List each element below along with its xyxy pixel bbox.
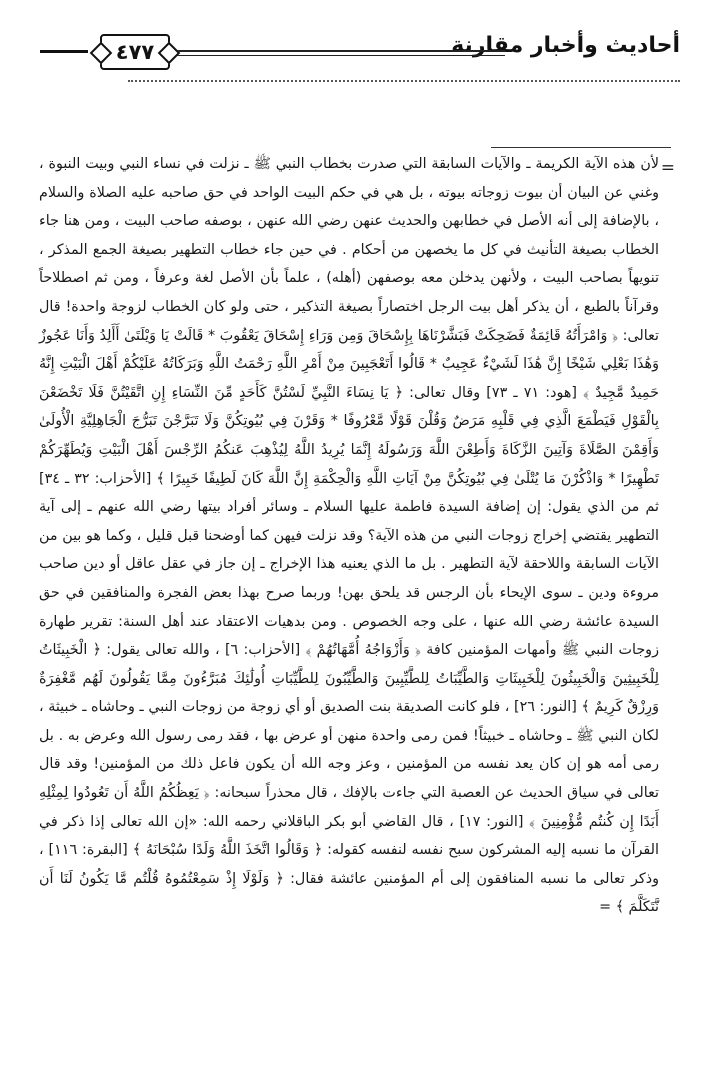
- header-rule-tail: [40, 50, 88, 53]
- page-number: ٤٧٧: [100, 34, 170, 70]
- continuation-mark: =: [660, 158, 675, 178]
- page-header: [40, 24, 680, 78]
- footnote-body: [39, 150, 659, 1030]
- dotted-divider: [128, 80, 680, 82]
- header-rule: [168, 50, 505, 52]
- footnote-paragraph: لأن هذه الآية الكريمة ـ والآيات السابقة التي صدرت بخطاب النبي ﷺ ـ نزلت في نساء النبي وبيت النبوة ، وغني عن البيان أن بيوت زوجاته بيوته ، بل هي في حكم البيت الواحد في حق صاحبه عليه الصلاة والسلام ، بالإضافة إلى أنه الأصل في خطابهن والحديث عنهن رضي الله عنهن ، بوصفه صاحب البيت ، ومن هنا جاء الخطاب بصيغة التأنيث في كل ما يخصهن من أحكام . في حين جاء خطاب التطهير بصيغة الجمع المذكر ، تنويهاً بصاحب البيت ، ولأنهن يدخلن معه بوصفهن (أهله) ، علماً بأن الأصل لغة وعرفاً ، ومن ثم اصطلاحاً وقرآناً بالطبع ، أن يذكر أهل بيت الرجل اختصاراً بصيغة التذكير ، حتى ولو كان الخطاب لزوجة واحدة! قال تعالى: ﴿ وَامْرَأَتُهُ قَائِمَةٌ فَضَحِكَتْ فَبَشَّرْنَاهَا بِإِسْحَاقَ وَمِن وَرَاءِ إِسْحَاقَ يَعْقُوبَ * قَالَتْ يَا وَيْلَتَىٰ أَأَلِدُ وَأَنَا عَجُوزٌ وَهَٰذَا بَعْلِي شَيْخًا إِنَّ هَٰذَا لَشَيْءٌ عَجِيبٌ * قَالُوا أَتَعْجَبِينَ مِنْ أَمْرِ اللَّهِ رَحْمَتُ اللَّهِ وَبَرَكَاتُهُ عَلَيْكُمْ أَهْلَ الْبَيْتِ إِنَّهُ حَمِيدٌ مَّجِيدٌ ﴾ [هود: ٧١ ـ ٧٣] وقال تعالى: ﴿ يَا نِسَاءَ النَّبِيِّ لَسْتُنَّ كَأَحَدٍ مِّنَ النِّسَاءِ إِنِ اتَّقَيْتُنَّ فَلَا تَخْضَعْنَ بِالْقَوْلِ فَيَطْمَعَ الَّذِي فِي قَلْبِهِ مَرَضٌ وَقُلْنَ قَوْلًا مَّعْرُوفًا * وَقَرْنَ فِي بُيُوتِكُنَّ وَلَا تَبَرَّجْنَ تَبَرُّجَ الْجَاهِلِيَّةِ الْأُولَىٰ وَأَقِمْنَ الصَّلَاةَ وَآتِينَ الزَّكَاةَ وَأَطِعْنَ اللَّهَ وَرَسُولَهُ إِنَّمَا يُرِيدُ اللَّهُ لِيُذْهِبَ عَنكُمُ الرِّجْسَ أَهْلَ الْبَيْتِ وَيُطَهِّرَكُمْ تَطْهِيرًا * وَاذْكُرْنَ مَا يُتْلَىٰ فِي بُيُوتِكُنَّ مِنْ آيَاتِ اللَّهِ وَالْحِكْمَةِ إِنَّ اللَّهَ كَانَ لَطِيفًا خَبِيرًا ﴾ [الأحزاب: ٣٢ ـ ٣٤] ثم من الذي يقول: إن إضافة السيدة فاطمة عليها السلام ـ وسائر أفراد بيتها رضي الله عنهم ـ إلى آية التطهير يقتضي إخراج زوجات النبي من هذه الآية؟ وقد نزلت فيهن كما أوضحنا قبل قليل ، وكما هو بين من الآيات السابقة واللاحقة لآية التطهير . بل ما الذي يعنيه هذا الإخراج ـ إن جاز في عقل عاقل أو دين صاحب مروءة ودين ـ سوى الإيحاء بأن الرجس قد يلحق بهن! وربما صرح بهذا بعض الفجرة والمنافقين في حق السيدة عائشة رضي الله عنها ، على وجه الخصوص . ومن بدهيات الاعتقاد عند أهل السنة: تقرير طهارة زوجات النبي ﷺ وأمهات المؤمنين كافة ﴿ وَأَزْوَاجُهُ أُمَّهَاتُهُمْ ﴾ [الأحزاب: ٦] ، والله تعالى يقول: ﴿ الْخَبِيثَاتُ لِلْخَبِيثِينَ وَالْخَبِيثُونَ لِلْخَبِيثَاتِ وَالطَّيِّبَاتُ لِلطَّيِّبِينَ وَالطَّيِّبُونَ لِلطَّيِّبَاتِ أُولَٰئِكَ مُبَرَّءُونَ مِمَّا يَقُولُونَ لَهُم مَّغْفِرَةٌ وَرِزْقٌ كَرِيمٌ ﴾ [النور: ٢٦] ، فلو كانت الصديقة بنت الصديق أو أي زوجة من زوجات النبي ـ وحاشاه ـ خبيثة ، لكان النبي ﷺ ـ وحاشاه ـ خبيثاً! فمن رمى واحدة منهن أو عرض بها ، فقد رمى رسول الله وعرض به . بل رمى أمه هو إن كان يعد نفسه من المؤمنين ، وعز وجه الله أن يكون فاعل ذلك من المؤمنين! وقد قال تعالى في سياق الحديث عن العصبة التي جاءت بالإفك ، قال محذراً سبحانه: ﴿ يَعِظُكُمُ اللَّهُ أَن تَعُودُوا لِمِثْلِهِ أَبَدًا إِن كُنتُم مُّؤْمِنِينَ ﴾ [النور: ١٧] ، قال القاضي أبو بكر الباقلاني رحمه الله: «إن الله تعالى إذا ذكر في القرآن ما نسبه إليه المشركون سبح نفسه لنفسه كقوله: ﴿ وَقَالُوا اتَّخَذَ اللَّهُ وَلَدًا سُبْحَانَهُ ﴾ [البقرة: ١١٦] ، وذكر تعالى ما نسبه المنافقون إلى أم المؤمنين عائشة فقال: ﴿ وَلَوْلَا إِذْ سَمِعْتُمُوهُ قُلْتُم مَّا يَكُونُ لَنَا أَن نَّتَكَلَّمَ ﴾ =: [39, 156, 660, 916]
- footnote-separator: [491, 147, 671, 148]
- running-title: أحاديث وأخبار مقارنة: [451, 33, 680, 58]
